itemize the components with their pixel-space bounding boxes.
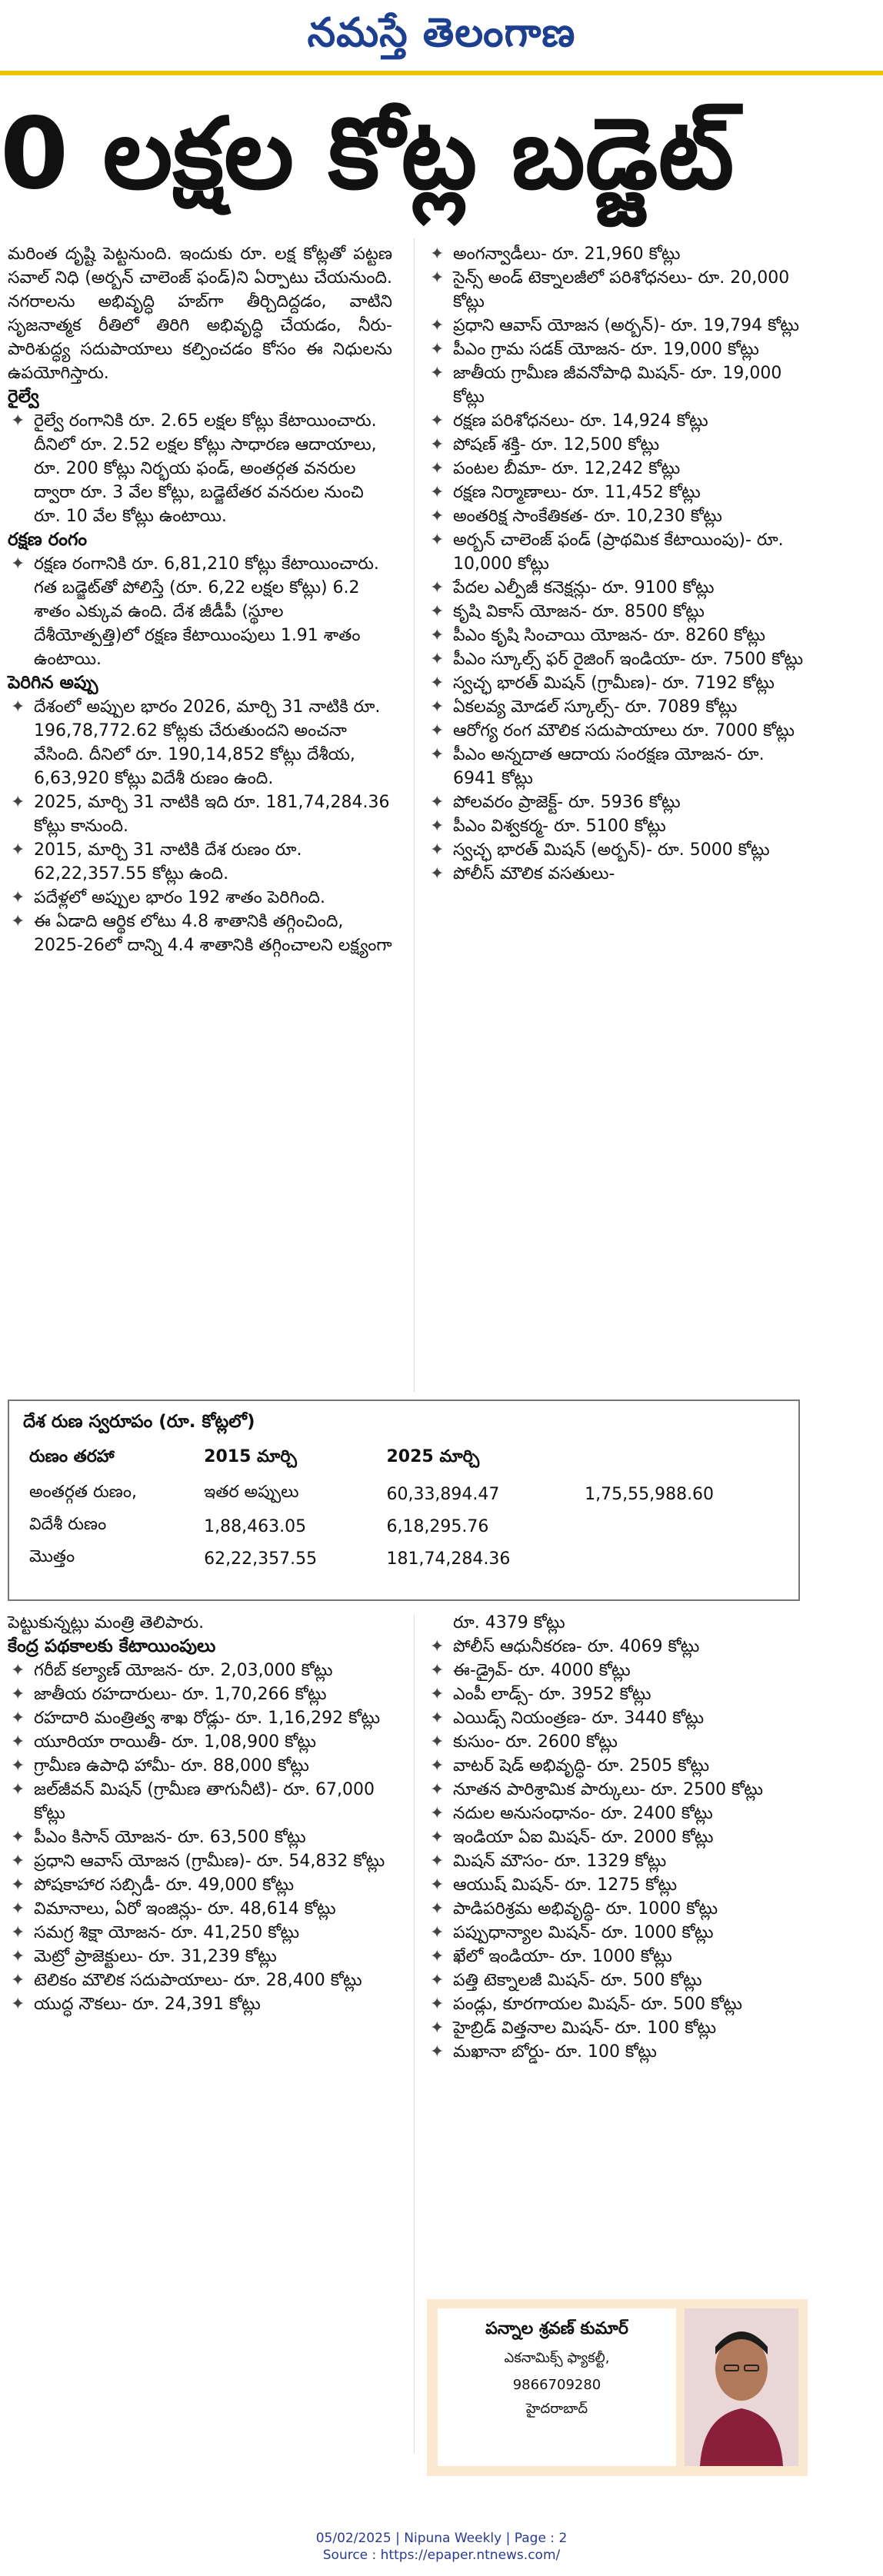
list-item: ✦ పీఎం విశ్వకర్మ- రూ. 5100 కోట్లు xyxy=(427,814,811,838)
list-item: ✦ సైన్స్ అండ్ టెక్నాలజీలో పరిశోధనలు- రూ. 20,000 కోట్లు xyxy=(427,266,811,314)
plus-bullet-icon: ✦ xyxy=(11,912,25,931)
plus-bullet-icon: ✦ xyxy=(430,1780,445,1799)
list-item: ✦ ఎంపీ లాడ్స్- రూ. 3952 కోట్లు xyxy=(427,1682,811,1706)
author-photo-illustration xyxy=(685,2308,798,2466)
author-phone: 9866709280 xyxy=(512,2377,601,2393)
plus-bullet-icon: ✦ xyxy=(430,721,445,741)
plus-bullet-icon: ✦ xyxy=(430,650,445,669)
table-cell: విదేశీ రుణం xyxy=(29,1515,107,1534)
debt-heading: పెరిగిన అప్పు xyxy=(8,673,98,693)
plus-bullet-icon: ✦ xyxy=(11,1780,25,1799)
plus-bullet-icon: ✦ xyxy=(430,1709,445,1728)
plus-bullet-icon: ✦ xyxy=(430,268,445,288)
plus-bullet-icon: ✦ xyxy=(11,888,25,907)
debt-table-box xyxy=(8,1399,800,1601)
author-photo xyxy=(685,2308,798,2466)
table-cell: 60,33,894.47 xyxy=(386,1484,500,1504)
plus-bullet-icon: ✦ xyxy=(430,459,445,478)
table-row xyxy=(23,1478,785,1510)
list-item: ✦ సమగ్ర శిక్షా యోజన- రూ. 41,250 కోట్లు xyxy=(8,1921,392,1945)
plus-bullet-icon: ✦ xyxy=(430,817,445,836)
masthead xyxy=(0,0,883,75)
list-item: ✦ నూతన పారిశ్రామిక పార్కులు- రూ. 2500 కోట్లు xyxy=(427,1778,811,1802)
table-cell: 1,88,463.05 xyxy=(204,1516,307,1536)
plus-bullet-icon: ✦ xyxy=(11,1971,25,1990)
debt-table xyxy=(23,1444,785,1575)
list-item: ✦ మిషన్ మౌసం- రూ. 1329 కోట్లు xyxy=(427,1849,811,1873)
list-item: ✦ ఈ ఏడాది ఆర్థిక లోటు 4.8 శాతానికి తగ్గించింది, 2025-26లో దాన్ని 4.4 శాతానికి తగ్గించాలని లక్ష్యంగా xyxy=(8,910,392,957)
list-item: ✦ రక్షణ నిర్మాణాలు- రూ. 11,452 కోట్లు xyxy=(427,481,811,504)
plus-bullet-icon: ✦ xyxy=(11,411,25,431)
plus-bullet-icon: ✦ xyxy=(430,316,445,335)
table-header: 2025 మార్చి xyxy=(386,1447,480,1466)
plus-bullet-icon: ✦ xyxy=(430,602,445,621)
list-item: ✦ కృషి వికాస్ యోజన- రూ. 8500 కోట్లు xyxy=(427,600,811,624)
list-item: ✦ రక్షణ పరిశోధనలు- రూ. 14,924 కోట్లు xyxy=(427,409,811,433)
plus-bullet-icon: ✦ xyxy=(11,1995,25,2014)
plus-bullet-icon: ✦ xyxy=(430,2042,445,2062)
column-divider xyxy=(414,1615,415,2453)
list-item: ✦ నదుల అనుసంధానం- రూ. 2400 కోట్లు xyxy=(427,1802,811,1825)
list-item: ✦ ప్రధాని ఆవాస్ యోజన (గ్రామీణ)- రూ. 54,832 కోట్లు xyxy=(8,1849,392,1873)
plus-bullet-icon: ✦ xyxy=(430,2019,445,2038)
table-row xyxy=(23,1510,785,1543)
plus-bullet-icon: ✦ xyxy=(430,1637,445,1656)
footer-date-line: 05/02/2025 | Nipuna Weekly | Page : 2 xyxy=(315,2531,568,2546)
plus-bullet-icon: ✦ xyxy=(430,340,445,359)
list-item: ✦ గరీబ్ కల్యాణ్ యోజన- రూ. 2,03,000 కోట్లు xyxy=(8,1659,392,1682)
plus-bullet-icon: ✦ xyxy=(11,1732,25,1752)
plus-bullet-icon: ✦ xyxy=(430,793,445,812)
list-item: ✦ ఆయుష్ మిషన్- రూ. 1275 కోట్లు xyxy=(427,1873,811,1897)
list-item: ✦ పీఎం కృషి సించాయి యోజన- రూ. 8260 కోట్లు xyxy=(427,624,811,647)
column-divider xyxy=(414,238,415,1392)
list-item: ✦ పదేళ్లలో అప్పుల భారం 192 శాతం పెరిగింది. xyxy=(8,886,392,910)
list-item: ✦ పండ్లు, కూరగాయల మిషన్- రూ. 500 కోట్లు xyxy=(427,1992,811,2016)
table-header-row xyxy=(23,1444,785,1478)
plus-bullet-icon: ✦ xyxy=(430,1732,445,1752)
list-item: ✦ ఇండియా ఏఐ మిషన్- రూ. 2000 కోట్లు xyxy=(427,1825,811,1849)
plus-bullet-icon: ✦ xyxy=(11,1875,25,1895)
plus-bullet-icon: ✦ xyxy=(430,1685,445,1704)
left-column-bottom xyxy=(8,1611,392,2016)
plus-bullet-icon: ✦ xyxy=(430,1899,445,1919)
plus-bullet-icon: ✦ xyxy=(11,1923,25,1942)
intro-paragraph: మరింత దృష్టి పెట్టనుంది. ఇందుకు రూ. లక్ష కోట్లతో పట్టణ సవాల్ నిధి (అర్బన్ చాలెంజ్ ఫండ్)ని ఏర్పాటు చేయనుంది. నగరాలను అభివృద్ధి హబ్‌గా తీర్చిదిద్దడం, వాటిని సృజనాత్మక రీతిలో తిరిగి అభివృద్ధి చేయడం, నీరు-పారిశుద్ధ్య సదుపాయాలు కల్పించడం కోసం ఈ నిధులను ఉపయోగిస్తారు. xyxy=(8,245,392,383)
list-item: ✦ పప్పుధాన్యాల మిషన్- రూ. 1000 కోట్లు xyxy=(427,1921,811,1945)
plus-bullet-icon: ✦ xyxy=(430,745,445,764)
author-name: పన్నాల శ్రవణ్ కుమార్ xyxy=(485,2319,628,2338)
list-item: ✦ పేదల ఎల్పీజీ కనెక్షన్లు- రూ. 9100 కోట్లు xyxy=(427,576,811,600)
list-item: ✦ అంగన్వాడీలు- రూ. 21,960 కోట్లు xyxy=(427,242,811,266)
list-item: ✦ యుద్ధ నౌకలు- రూ. 24,391 కోట్లు xyxy=(8,1992,392,2016)
plus-bullet-icon: ✦ xyxy=(11,554,25,574)
plus-bullet-icon: ✦ xyxy=(430,1995,445,2014)
plus-bullet-icon: ✦ xyxy=(430,364,445,383)
table-header: రుణం తరహా xyxy=(29,1447,115,1466)
plus-bullet-icon: ✦ xyxy=(430,697,445,717)
list-item: ✦ ఆరోగ్య రంగ మౌలిక సదుపాయాలు రూ. 7000 కోట్లు xyxy=(427,719,811,743)
list-item: ✦ ఎయిడ్స్ నియంత్రణ- రూ. 3440 కోట్లు xyxy=(427,1706,811,1730)
plus-bullet-icon: ✦ xyxy=(11,1661,25,1680)
list-item: ✦ మెట్రో ప్రాజెక్టులు- రూ. 31,239 కోట్లు xyxy=(8,1945,392,1969)
plus-bullet-icon: ✦ xyxy=(430,507,445,526)
table-row xyxy=(23,1543,785,1575)
list-item: ✦ రక్షణ రంగానికి రూ. 6,81,210 కోట్లు కేటాయించారు. గత బడ్జెట్‌తో పోలిస్తే (రూ. 6,22 లక్షల కోట్లు) 6.2 శాతం ఎక్కువ ఉంది. దేశ జీడీపీ (స్థూల దేశీయోత్పత్తి)లో రక్షణ కేటాయింపులు 1.91 శాతం ఉంటాయి. xyxy=(8,552,392,671)
list-item: ✦ పీఎం గ్రామ సడక్ యోజన- రూ. 19,000 కోట్లు xyxy=(427,338,811,361)
list-item: ✦ యూరియా రాయితీ- రూ. 1,08,900 కోట్లు xyxy=(8,1730,392,1754)
list-item: ✦ ఏకలవ్య మోడల్ స్కూల్స్- రూ. 7089 కోట్లు xyxy=(427,695,811,719)
list-item: ✦ స్వచ్ఛ భారత్ మిషన్ (అర్బన్)- రూ. 5000 కోట్లు xyxy=(427,838,811,862)
list-item: ✦ పీఎం అన్నదాత ఆదాయ సంరక్షణ యోజన- రూ. 6941 కోట్లు xyxy=(427,743,811,790)
railway-heading: రైల్వే xyxy=(8,387,39,407)
list-item: ✦ ఈ-డ్రైవ్- రూ. 4000 కోట్లు xyxy=(427,1659,811,1682)
list-item: ✦ పీఎం కిసాన్ యోజన- రూ. 63,500 కోట్లు xyxy=(8,1825,392,1849)
plus-bullet-icon: ✦ xyxy=(430,840,445,860)
list-item: ✦ పోషణ్ శక్తి- రూ. 12,500 కోట్లు xyxy=(427,433,811,457)
plus-bullet-icon: ✦ xyxy=(11,1756,25,1776)
list-item: ✦ కుసుం- రూ. 2600 కోట్లు xyxy=(427,1730,811,1754)
right-column-bottom xyxy=(427,1611,811,2064)
list-item: ✦ అర్బన్ చాలెంజ్ ఫండ్ (ప్రాథమిక కేటాయింపు)- రూ. 10,000 కోట్లు xyxy=(427,528,811,576)
list-item: ✦ 2015, మార్చి 31 నాటికి దేశ రుణం రూ. 62,22,357.55 కోట్లు ఉంది. xyxy=(8,838,392,886)
plus-bullet-icon: ✦ xyxy=(430,435,445,454)
plus-bullet-icon: ✦ xyxy=(430,674,445,693)
table-cell: 62,22,357.55 xyxy=(204,1549,318,1569)
list-item: ✦ పాడిపరిశ్రమ అభివృద్ధి- రూ. 1000 కోట్లు xyxy=(427,1897,811,1921)
plus-bullet-icon: ✦ xyxy=(430,483,445,502)
list-item: ✦ పోలవరం ప్రాజెక్ట్- రూ. 5936 కోట్లు xyxy=(427,790,811,814)
masthead-rule xyxy=(0,71,883,75)
lead-text: రూ. 4379 కోట్లు xyxy=(453,1613,565,1632)
plus-bullet-icon: ✦ xyxy=(430,626,445,645)
table-cell: 181,74,284.36 xyxy=(386,1549,511,1569)
page-footer xyxy=(0,2530,883,2564)
list-item: ✦ ఖేలో ఇండియా- రూ. 1000 కోట్లు xyxy=(427,1945,811,1969)
author-role: ఎకనామిక్స్ ఫ్యాకల్టీ, xyxy=(504,2350,610,2366)
list-item: ✦ పీఎం స్కూల్స్ ఫర్ రైజింగ్ ఇండియా- రూ. 7500 కోట్లు xyxy=(427,647,811,671)
left-column-top xyxy=(8,242,392,957)
table-cell xyxy=(578,1543,785,1575)
schemes-heading: కేంద్ర పథకాలకు కేటాయింపులు xyxy=(8,1636,216,1656)
debt-table-title: దేశ రుణ స్వరూపం (రూ. కోట్లలో) xyxy=(23,1412,255,1432)
plus-bullet-icon: ✦ xyxy=(11,1899,25,1919)
list-item: ✦ స్వచ్ఛ భారత్ మిషన్ (గ్రామీణ)- రూ. 7192 కోట్లు xyxy=(427,671,811,695)
table-cell: అంతర్గత రుణం, xyxy=(29,1483,138,1502)
list-item: ✦ జాతీయ రహదారులు- రూ. 1,70,266 కోట్లు xyxy=(8,1682,392,1706)
plus-bullet-icon: ✦ xyxy=(430,1804,445,1823)
list-item: ✦ పోలీస్ ఆధునీకరణ- రూ. 4069 కోట్లు xyxy=(427,1635,811,1659)
plus-bullet-icon: ✦ xyxy=(11,793,25,812)
list-item: ✦ జాతీయ గ్రామీణ జీవనోపాధి మిషన్- రూ. 19,000 కోట్లు xyxy=(427,361,811,409)
lead-text: పెట్టుకున్నట్లు మంత్రి తెలిపారు. xyxy=(8,1613,205,1632)
plus-bullet-icon: ✦ xyxy=(430,1828,445,1847)
plus-bullet-icon: ✦ xyxy=(430,1852,445,1871)
plus-bullet-icon: ✦ xyxy=(11,1947,25,1966)
plus-bullet-icon: ✦ xyxy=(11,1852,25,1871)
list-item: ✦ గ్రామీణ ఉపాధి హామీ- రూ. 88,000 కోట్లు xyxy=(8,1754,392,1778)
table-cell: 1,75,55,988.60 xyxy=(585,1484,715,1504)
list-item: ✦ రహదారి మంత్రిత్వ శాఖ రోడ్లు- రూ. 1,16,292 కోట్లు xyxy=(8,1706,392,1730)
plus-bullet-icon: ✦ xyxy=(11,1709,25,1728)
table-cell xyxy=(578,1510,785,1543)
plus-bullet-icon: ✦ xyxy=(430,411,445,431)
list-item: ✦ రైల్వే రంగానికి రూ. 2.65 లక్షల కోట్లు కేటాయించారు. దీనిలో రూ. 2.52 లక్షల కోట్లు సాధారణ ఆదాయాలు, రూ. 200 కోట్లు నిర్భయ ఫండ్, అంతర్గత వనరుల ద్వారా రూ. 3 వేల కోట్లు, బడ్జెటేతర వనరుల నుంచి రూ. 10 వేల కోట్లు ఉంటాయి. xyxy=(8,409,392,528)
plus-bullet-icon: ✦ xyxy=(430,1661,445,1680)
plus-bullet-icon: ✦ xyxy=(11,1828,25,1847)
plus-bullet-icon: ✦ xyxy=(430,1947,445,1966)
list-item: ✦ మఖానా బోర్డు- రూ. 100 కోట్లు xyxy=(427,2040,811,2064)
list-item: ✦ వాటర్ షెడ్ అభివృద్ధి- రూ. 2505 కోట్లు xyxy=(427,1754,811,1778)
list-item: ✦ హైబ్రిడ్ విత్తనాల మిషన్- రూ. 100 కోట్లు xyxy=(427,2016,811,2040)
plus-bullet-icon: ✦ xyxy=(430,1971,445,1990)
list-item: ✦ 2025, మార్చి 31 నాటికి ఇది రూ. 181,74,284.36 కోట్లు కానుంది. xyxy=(8,790,392,838)
table-header xyxy=(578,1444,785,1478)
author-city: హైదరాబాద్ xyxy=(525,2401,588,2417)
list-item: ✦ ప్రధాని ఆవాస్ యోజన (అర్బన్)- రూ. 19,794 కోట్లు xyxy=(427,314,811,338)
table-cell: మొత్తం xyxy=(29,1547,75,1566)
table-header: 2015 మార్చి xyxy=(204,1447,297,1466)
plus-bullet-icon: ✦ xyxy=(11,697,25,717)
list-item: ✦ పోలీస్ మౌలిక వసతులు- xyxy=(427,862,811,886)
right-column-top xyxy=(427,242,811,886)
plus-bullet-icon: ✦ xyxy=(430,578,445,597)
list-item: ✦ జల్‌జీవన్ మిషన్ (గ్రామీణ తాగునీటి)- రూ. 67,000 కోట్లు xyxy=(8,1778,392,1825)
plus-bullet-icon: ✦ xyxy=(430,1923,445,1942)
plus-bullet-icon: ✦ xyxy=(430,245,445,264)
table-cell: 6,18,295.76 xyxy=(386,1516,489,1536)
headline: 0 లక్షల కోట్ల బడ్జెట్ xyxy=(0,97,735,211)
plus-bullet-icon: ✦ xyxy=(430,1756,445,1776)
plus-bullet-icon: ✦ xyxy=(430,864,445,884)
author-card xyxy=(427,2299,808,2476)
list-item: ✦ విమానాలు, ఏరో ఇంజిన్లు- రూ. 48,614 కోట్లు xyxy=(8,1897,392,1921)
footer-source-line: Source : https://epaper.ntnews.com/ xyxy=(322,2548,561,2563)
list-item: ✦ పత్తి టెక్నాలజీ మిషన్- రూ. 500 కోట్లు xyxy=(427,1969,811,1992)
plus-bullet-icon: ✦ xyxy=(430,1875,445,1895)
plus-bullet-icon: ✦ xyxy=(11,1685,25,1704)
list-item: ✦ పోషకాహార సబ్సిడీ- రూ. 49,000 కోట్లు xyxy=(8,1873,392,1897)
list-item: ✦ టెలికం మౌలిక సదుపాయాలు- రూ. 28,400 కోట్లు xyxy=(8,1969,392,1992)
plus-bullet-icon: ✦ xyxy=(11,840,25,860)
list-item: ✦ అంతరిక్ష సాంకేతికత- రూ. 10,230 కోట్లు xyxy=(427,504,811,528)
defence-heading: రక్షణ రంగం xyxy=(8,530,88,550)
table-cell: ఇతర అప్పులు xyxy=(204,1483,299,1502)
newspaper-logo: నమస్తే తెలంగాణ xyxy=(307,10,576,56)
list-item: ✦ దేశంలో అప్పుల భారం 2026, మార్చి 31 నాటికి రూ. 196,78,772.62 కోట్లకు చేరుతుందని అంచనా వేసింది. దీనిలో రూ. 190,14,852 కోట్లు దేశీయ, 6,63,920 కోట్లు విదేశీ రుణం ఉంది. xyxy=(8,695,392,790)
author-info xyxy=(438,2308,676,2466)
plus-bullet-icon: ✦ xyxy=(430,531,445,550)
list-item: ✦ పంటల బీమా- రూ. 12,242 కోట్లు xyxy=(427,457,811,481)
